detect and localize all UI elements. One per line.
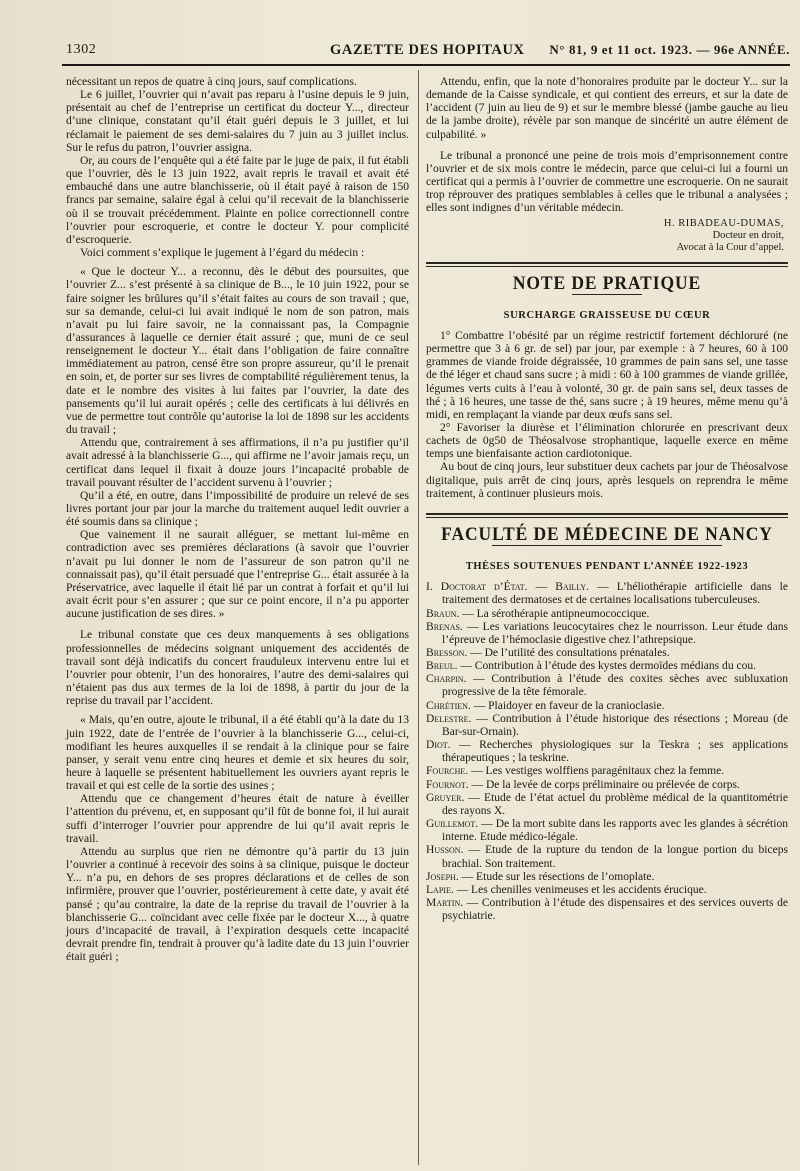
thesis-author: I. Doctorat d’État. — Bailly.	[426, 581, 590, 594]
thesis-title: — Contribution à l’étude historique des résections ; Moreau (de Bar-sur-Ornain).	[442, 712, 788, 738]
section-rule-thin	[426, 266, 788, 267]
paragraph: Attendu, enfin, que la note d’honoraires produite par le docteur Y... sur la demande de la Caisse syndicale, et qui contient des erreurs, et sur la date de l’accident (7 juin au lieu de 9) et sur le membre blessé (jambe gauche au lieu de la jambe droite), révèle par son manque de sincérité un autre élément de culpabilité. »	[426, 76, 788, 141]
thesis-entry	[426, 871, 788, 884]
thesis-title: — Les chenilles venimeuses et les accidents érucique.	[453, 883, 707, 896]
thesis-author: Bresson.	[426, 647, 468, 659]
thesis-author: Brenas.	[426, 620, 463, 633]
paragraph: Le tribunal a prononcé une peine de trois mois d’emprisonnement contre l’ouvrier et de six mois contre le médecin, parce que celui-ci lui a fourni un certificat qui a permis à l’ouvrier de commettre une escroquerie. On ne saurait trop réprouver des pratiques semblables à celles que le tribunal a analysées ; elles sont indignes d’un véritable médecin.	[426, 149, 788, 215]
thesis-author: Fournot.	[426, 778, 469, 791]
faculty-subtitle: THÈSES SOUTENUES PENDANT L’ANNÉE 1922-1923	[465, 561, 749, 573]
thesis-entry	[426, 700, 788, 713]
thesis-entry	[426, 844, 788, 870]
thesis-entry	[426, 884, 788, 897]
thesis-author: Gruyer.	[426, 791, 465, 804]
thesis-title: — Recherches physiologiques sur la Teskra ; ses applications thérapeutiques ; la teskrine.	[442, 739, 788, 765]
title-underline	[492, 545, 722, 546]
paragraph: Attendu que ce changement d’heures était de nature à éveiller l’attention du prévenu, et, en supposant qu’il fût de bonne foi, il lui aurait suffi d’interroger l’ouvrier pour apprendre de lui qu’il avait repris le travail.	[66, 793, 409, 845]
page-number: 1302	[66, 42, 97, 57]
paragraph: Qu’il a été, en outre, dans l’impossibilité de produire un relevé de ses livres portant jour par jour la marche du traitement auquel ledit ouvrier a été soumis dans sa clinique ;	[66, 489, 409, 529]
thesis-title: — Etude de la rupture du tendon de la longue portion du biceps brachial. Son traitement.	[442, 844, 788, 870]
faculty-section-title: FACULTÉ DE MÉDECINE DE NANCY	[441, 523, 773, 545]
section-rule-thick	[426, 262, 788, 264]
author-title: Docteur en droit,	[712, 229, 784, 241]
thesis-entry	[426, 581, 788, 607]
section-rule-thick	[426, 513, 788, 515]
paragraph: Attendu que, contrairement à ses affirmations, il n’a pu justifier qu’il avait adressé à la blanchisserie G..., qui affirme ne l’avoir jamais reçu, un certificat dans lequel il fixait à douze jours l’incapacité probable de travail pouvant résulter de l’accident survenu à l’ouvrier ;	[66, 437, 409, 489]
thesis-author: Martin.	[426, 896, 464, 909]
journal-title: GAZETTE DES HOPITAUX	[330, 42, 525, 58]
section-rule-thin	[426, 517, 788, 518]
thesis-title: — De la levée de corps préliminaire ou prélevée de corps.	[468, 778, 740, 791]
note-section-title: NOTE DE PRATIQUE	[512, 272, 702, 294]
paragraph: Or, au cours de l’enquête qui a été faite par le juge de paix, il fut établi que l’ouvrier, dès le 13 juin 1922, avait repris le travail et avait été embauché dans une autre blanchisserie, où il était payé à raison de 150 francs par semaine, salaire égal à celui qu’il recevait de la blanchisserie où il se trouvait précédemment. Plainte en police correctionnell contre l’ouvrier pour escroquerie, et contre le docteur Y. pour complicité d’escroquerie.	[66, 154, 409, 246]
thesis-author: Delestre.	[426, 712, 472, 725]
right-column	[426, 76, 788, 923]
thesis-title: — Les variations leucocytaires chez le nourrisson. Leur étude dans l’épreuve de l’hémoclasie digestive chez l’athrepsique.	[442, 620, 788, 646]
issue-info: N° 81, 9 et 11 oct. 1923. — 96e ANNÉE.	[549, 42, 790, 57]
thesis-entry	[426, 660, 788, 673]
thesis-author: Diot.	[426, 739, 451, 752]
author-name: H. RIBADEAU-DUMAS,	[663, 217, 784, 229]
thesis-entry	[426, 647, 788, 660]
paragraph: « Que le docteur Y... a reconnu, dès le début des poursuites, que l’ouvrier Z... s’est présenté à sa clinique de B..., le 10 juin 1922, pour se faire soigner les brûlures qu’il s’était faites au cours de son travail ; que, sur sa demande, celui-ci lui avait indiqué le nom de son patron, mais n’avait pu lui faire savoir, ne la connaissant pas, la Compagnie d’assurances à laquelle ce dernier était assuré ; que, muni de ce seul renseignement le docteur Y... était dans l’obligation de faire connaître immédiatement au patron, censé être son propre assureur, qu’il le prenait en soin, et, de porter sur ses livres de comptabilité régulièrement tenus, la date et le nombre des visites à lui faites par l’ouvrier, la date des pansements qu’il lui aurait opérés ; celle des certificats à lui délivrés en vue de permettre tout contrôle qu’autorise la loi de 1898 sur les accidents du travail ;	[66, 266, 409, 437]
column-divider	[418, 70, 419, 1165]
thesis-author: Fourche.	[426, 765, 469, 778]
thesis-author: Guillemot.	[426, 818, 479, 831]
thesis-entry	[426, 621, 788, 647]
paragraph: Le 6 juillet, l’ouvrier qui n’avait pas reparu à l’usine depuis le 9 juin, présentait au chef de l’entreprise un certificat du docteur Y..., directeur d’une clinique, constatant qu’il était guéri depuis le 3 juillet, et lui réclamait le paiement de ses demi-salaires du 7 juin au 3 juillet inclus. Sur le refus du patron, l’ouvrier assigna.	[66, 89, 409, 154]
thesis-author: Breul.	[426, 660, 458, 673]
page-header	[62, 38, 790, 62]
thesis-title: — Etude de l’état actuel du problème médical de la quantitométrie des rayons X.	[442, 791, 788, 817]
header-rule	[62, 64, 790, 66]
paragraph: 1° Combattre l’obésité par un régime restrictif fortement déchloruré (ne permettre que 3 à 6 gr. de sel) par jour, par exemple : à 7 heures, 60 à 100 grammes de viande froide dégraissée, 10 grammes de pain sans sel, une tasse de thé léger et chaud sans sucre ; à midi : 60 à 100 grammes de viande grillée, légumes verts cuits à l’eau à volonté, 30 gr. de pain sans sel, deux tasses de thé ; à 16 heures, une tasse de thé, sans sucre ; à 19 heures, même menu qu’à midi, en remplaçant la viande par deux œufs sans sel.	[426, 329, 788, 421]
thesis-title: — Plaidoyer en faveur de la cranioclasie.	[470, 699, 665, 712]
thesis-entry	[426, 739, 788, 765]
thesis-author: Braun.	[426, 607, 460, 620]
thesis-entry	[426, 765, 788, 778]
thesis-entry	[426, 608, 788, 621]
thesis-title: — Contribution à l’étude des kystes dermoïdes médians du cou.	[457, 660, 757, 673]
author-affiliation: Avocat à la Cour d’appel.	[676, 241, 784, 253]
thesis-title: — Etude sur les résections de l’omoplate.	[458, 870, 655, 883]
thesis-title: — De l’utilité des consultations prénatales.	[467, 647, 670, 659]
paragraph: Le tribunal constate que ces deux manquements à ses obligations professionnelles de médecins soignant uniquement des accidentés de travail sont déjà indicatifs du concert frauduleux intervenu entre lui et l’ouvrier pour obtenir, l’un des honoraires, l’autre des demi-salaires qui n’étaient pas dus aux termes de la loi de 1898, à partir du jour de la reprise du travail par l’accident.	[66, 629, 409, 708]
thesis-entry	[426, 673, 788, 699]
paragraph: nécessitant un repos de quatre à cinq jours, sauf complications.	[66, 76, 357, 88]
thesis-author: Lapie.	[426, 883, 454, 896]
thesis-entry	[426, 713, 788, 739]
signature-block	[426, 218, 788, 254]
paragraph: « Mais, qu’en outre, ajoute le tribunal, il a été établi qu’à la date du 13 juin 1922, date de l’entrée de l’ouvrier à la blanchisserie G..., celui-ci, modifiant les heures auxquelles il se rendait à la clinique pour se faire panser, y serait venu entre cinq heures et demie et six heures du soir, heure à laquelle se présentent habituellement les ouvriers ayant repris le travail et qui est celle de la sortie des usines ;	[66, 714, 409, 793]
thesis-entry	[426, 792, 788, 818]
paragraph: Voici comment s’explique le jugement à l’égard du médecin :	[80, 247, 365, 260]
note-subtitle: SURCHARGE GRAISSEUSE DU CŒUR	[503, 309, 711, 321]
paragraph: Que vainement il ne saurait alléguer, se mettant lui-même en contradiction avec ses premières déclarations (à savoir que l’ouvrier n’avait pu lui donner le nom de l’assureur de son patron qu’il ne connaissait pas), qu’il était persuadé que l’entreprise G... était assurée à la Préservatrice, avec laquelle il était lié par un contrat à forfait et qu’il lui avait écrit pour s’en assurer ; que sur ce point encore, il n’a pu apporter aucune justification de ses dires. »	[66, 529, 409, 621]
paragraph: 2° Favoriser la diurèse et l’élimination chlorurée en prescrivant deux cachets de 0g50 de Théosalvose strophantique, laquelle exerce en même temps une bienfaisante action cardiotonique.	[426, 421, 788, 461]
left-column	[66, 76, 409, 964]
paragraph: Attendu au surplus que rien ne démontre qu’à partir du 13 juin l’ouvrier a continué à recevoir des soins à sa clinique, puisque le docteur Y... n’a pu, en dehors de ses propres déclarations et de celles de son infirmière, prouver que l’ouvrier, postérieurement à cette date, y avait été pansé ; qu’au contraire, la date de la reprise du travail de l’ouvrier à la blanchisserie G... coïncidant avec celle fixée par le docteur X..., à quatre jours d’incapacité de travail, à l’expiration desquels cette incapacité devrait prendre fin, tendrait à prouver qu’à ladite date du 13 juin l’ouvrier était guéri ;	[66, 845, 409, 964]
thesis-author: Chrétien.	[426, 699, 471, 712]
thesis-title: — La sérothérapie antipneumococcique.	[459, 607, 650, 620]
thesis-title: — Les vestiges wolffiens paragénitaux chez la femme.	[468, 765, 725, 778]
thesis-author: Joseph.	[426, 870, 459, 883]
thesis-list	[426, 581, 788, 923]
thesis-author: Husson.	[426, 844, 464, 857]
thesis-entry	[426, 818, 788, 844]
thesis-author: Charpin.	[426, 673, 467, 686]
thesis-title: — Contribution à l’étude des coxites sèches avec subluxation progressive de la tête fémorale.	[442, 673, 788, 699]
thesis-title: — L’héliothérapie artificielle dans le traitement des dermatoses et de certaines localisations tuberculeuses.	[442, 581, 788, 607]
thesis-title: — De la mort subite dans les rapports avec les glandes à sécrétion interne. Etude médico-légale.	[442, 818, 788, 844]
thesis-entry	[426, 779, 788, 792]
thesis-title: — Contribution à l’étude des dispensaires et des services ouverts de psychiatrie.	[442, 896, 788, 923]
paragraph: Au bout de cinq jours, leur substituer deux cachets par jour de Théosalvose digitalique, puis arrêt de cinq jours, après lesquels on reprendra le même traitement, à continuer plusieurs mois.	[426, 461, 788, 500]
title-underline	[572, 294, 642, 295]
thesis-entry	[426, 897, 788, 923]
